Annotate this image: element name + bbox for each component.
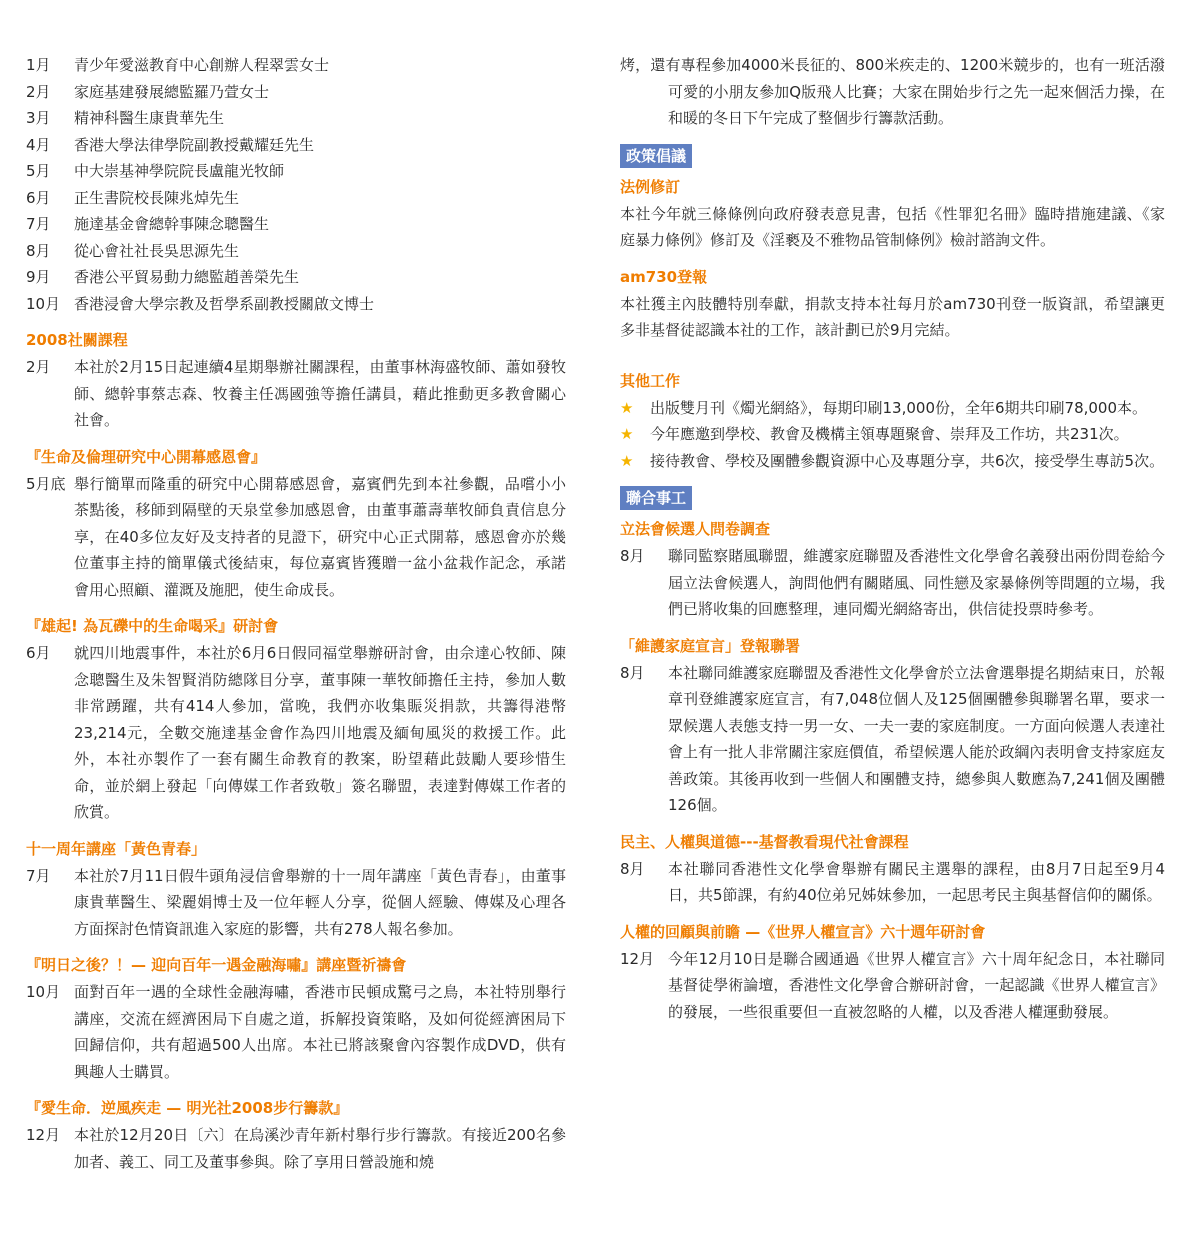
month-label: 5月: [26, 162, 51, 180]
section-text: 本社聯同香港性文化學會舉辦有關民主選舉的課程，由8月7日起至9月4日，共5節課，有約40位弟兄姊妹參加，一起思考民主與基督信仰的關係。: [668, 859, 1165, 904]
section-text: 本社於7月11日假牛頭角浸信會舉辦的十一周年講座「黃色青春」，由董事康貴華醫生、梁麗娟博士及一位年輕人分享，從個人經驗、傳媒及心理各方面探討色情資訊進入家庭的影響，共有278人報名參加。: [74, 866, 566, 938]
list-item: [620, 448, 1165, 475]
section-heading: 其他工作: [620, 371, 681, 390]
joint-human-rights-seminar: [620, 921, 1165, 1026]
section-text: 面對百年一遇的全球性金融海嘯，香港市民頓成驚弓之鳥，本社特別舉行講座，交流在經濟困局下自處之道，拆解投資策略，及如何從經濟困局下回歸信仰，共有超過500人出席。本社已將該聚會內容製作成DVD，供有興趣人士購買。: [74, 983, 566, 1081]
speaker-text: 施達基金會總幹事陳念聰醫生: [74, 215, 270, 233]
month-label: 4月: [26, 135, 51, 154]
speaker-text: 香港公平貿易動力總監趙善榮先生: [74, 268, 300, 286]
section-entry: [26, 354, 566, 434]
section-heading: 『生命及倫理研究中心開幕感恩會』: [26, 447, 267, 466]
list-item: [26, 105, 566, 132]
month-label: 12月: [26, 1126, 61, 1144]
speaker-list: [26, 52, 566, 317]
list-item: [620, 395, 1165, 422]
section-text: 本社於2月15日起連續4星期舉辦社關課程，由董事林海盛牧師、蕭如發牧師、總幹事蔡志森、牧養主任馮國強等擔任講員，藉此推動更多教會關心社會。: [74, 358, 566, 429]
continuation-text: 烤，還有專程參加4000米長征的、800米疾走的、1200米競步的，也有一班活潑可愛的小朋友參加Q版飛人比賽；大家在開始步行之先一起來個活力操，在和暖的冬日下午完成了整個步行籌款活動。: [620, 56, 1165, 127]
speaker-text: 精神科醫生康貴華先生: [74, 109, 225, 127]
section-heading: 『雄起! 為瓦礫中的生命喝采』研討會: [26, 617, 279, 635]
section-anniversary-talk: [26, 838, 566, 943]
month-label: 8月: [620, 859, 645, 878]
speaker-text: 青少年愛滋教育中心創辦人程翠雲女士: [74, 56, 330, 74]
section-heading: 法例修訂: [620, 177, 681, 196]
section-text: 本社今年就三條條例向政府發表意見書，包括《性罪犯名冊》臨時措施建議、《家庭暴力條例》修訂及《淫褻及不雅物品管制條例》檢討諮詢文件。: [620, 204, 1165, 249]
section-entry: [620, 946, 1165, 1026]
section-heading: 『愛生命．逆風疾走 — 明光社2008步行籌款』: [26, 1099, 349, 1117]
month-label: 12月: [620, 949, 655, 968]
joint-section-banner: 聯合事工: [620, 486, 692, 510]
month-label: 8月: [26, 241, 51, 260]
section-text: 就四川地震事件，本社於6月6日假同福堂舉辦研討會，由佘達心牧師、陳念聰醫生及朱智賢消防總隊目分享，董事陳一華牧師擔任主持，參加人數非常踴躍，共有414人參加，當晚，我們亦收集賑災捐款，共籌得港幣23,214元，全數交施達基金會作為四川地震及緬甸風災的救援工作。此外，本社亦製作了一套有關生命教育的教案，盼望藉此鼓勵人要珍惜生命，並於網上發起「向傳媒工作者致敬」簽名聯盟，表達對傳媒工作者的欣賞。: [74, 644, 566, 821]
speaker-text: 香港浸會大學宗教及哲學系副教授關啟文博士: [74, 294, 375, 313]
month-label: 6月: [26, 188, 51, 207]
speaker-text: 從心會社社長吳思源先生: [74, 241, 240, 260]
section-entry: [26, 471, 566, 604]
section-entry: [620, 660, 1165, 819]
item-text: 今年應邀到學校、教會及機構主領專題聚會、崇拜及工作坊，共231次。: [650, 425, 1129, 443]
month-label: 2月: [26, 358, 51, 376]
joint-legco-survey: [620, 518, 1165, 623]
speaker-text: 中大崇基神學院院長盧龍光牧師: [74, 162, 285, 180]
list-item: [620, 421, 1165, 448]
left-column: [26, 52, 566, 1175]
section-charity-walk: [26, 1097, 566, 1175]
section-entry: [26, 979, 566, 1085]
month-label: 6月: [26, 644, 51, 662]
section-text: 本社聯同維護家庭聯盟及香港性文化學會於立法會選舉提名期結束日，於報章刊登維護家庭宣言，有7,048位個人及125個團體參與聯署名單，要求一眾候選人表態支持一男一女、一夫一妻的家庭制度。一方面向候選人表達社會上有一批人非常關注家庭價值，希望候選人能於政綱內表明會支持家庭友善政策。其後再收到一些個人和團體支持，總參與人數應為7,241個及團體126個。: [668, 663, 1165, 814]
section-earthquake-seminar: [26, 615, 566, 826]
list-item: [26, 185, 566, 212]
section-heading: 2008社關課程: [26, 331, 128, 349]
month-label: 7月: [26, 866, 51, 885]
month-label: 8月: [620, 547, 645, 565]
policy-section-banner: 政策倡議: [620, 144, 692, 168]
star-bullet-icon: ★: [620, 425, 634, 443]
month-label: 3月: [26, 109, 51, 127]
month-label: 2月: [26, 82, 51, 101]
joint-family-declaration: [620, 635, 1165, 819]
section-heading: am730登報: [620, 267, 708, 286]
section-text: 本社獲主內肢體特別奉獻，捐款支持本社每月於am730刊登一版資訊，希望讓更多非基督徒認識本社的工作，該計劃已於9月完結。: [620, 294, 1165, 339]
section-heading: 立法會候選人問卷調查: [620, 520, 771, 538]
list-item: [26, 291, 566, 318]
star-bullet-icon: ★: [620, 451, 634, 470]
section-heading: 十一周年講座「黃色青春」: [26, 839, 207, 858]
section-social-course: [26, 329, 566, 434]
section-entry: [620, 543, 1165, 623]
section-text: 本社於12月20日〔六〕在烏溪沙青年新村舉行步行籌款。有接近200名參加者、義工、同工及董事參與。除了享用日營設施和燒: [74, 1126, 566, 1171]
section-text: 聯同監察賭風聯盟，維護家庭聯盟及香港性文化學會名義發出兩份問卷給今屆立法會候選人，詢問他們有關賭風、同性戀及家暴條例等問題的立場，我們已將收集的回應整理，連同燭光網絡寄出，供信徒投票時參考。: [668, 547, 1165, 618]
month-label: 8月: [620, 663, 645, 682]
policy-law-revision: [620, 176, 1165, 254]
star-bullet-icon: ★: [620, 398, 634, 417]
section-entry: [620, 856, 1165, 909]
list-item: [26, 79, 566, 106]
month-label: 1月: [26, 56, 51, 74]
section-heading: 「維護家庭宣言」登報聯署: [620, 636, 801, 655]
section-heading: 民主、人權與道德---基督教看現代社會課程: [620, 832, 909, 851]
month-label: 5月底: [26, 474, 66, 493]
spacer: [620, 344, 1165, 358]
list-item: [26, 264, 566, 291]
section-financial-tsunami-talk: [26, 954, 566, 1085]
section-entry: [26, 640, 566, 826]
list-item: [26, 211, 566, 238]
speaker-text: 家庭基建發展總監羅乃萱女士: [74, 82, 270, 101]
section-text: 舉行簡單而隆重的研究中心開幕感恩會，嘉賓們先到本社參觀，品嚐小小茶點後，移師到隔壁的天泉堂參加感恩會，由董事蕭壽華牧師負責信息分享，在40多位友好及支持者的見證下，研究中心正式開幕，感恩會亦於幾位董事主持的簡單儀式後結束，每位嘉賓皆獲贈一盆小盆栽作記念，承諾會用心照顧、灌溉及施肥，使生命成長。: [74, 474, 566, 599]
section-entry: [26, 863, 566, 943]
list-item: [26, 158, 566, 185]
month-label: 7月: [26, 215, 51, 233]
item-text: 出版雙月刊《燭光網絡》，每期印刷13,000份，全年6期共印刷78,000本。: [650, 398, 1148, 417]
speaker-text: 香港大學法律學院副教授戴耀廷先生: [74, 135, 315, 154]
policy-am730: [620, 266, 1165, 344]
joint-democracy-course: [620, 831, 1165, 909]
section-heading: 『明日之後？！— 迎向百年一遇金融海嘯』講座暨祈禱會: [26, 956, 407, 974]
month-label: 10月: [26, 983, 61, 1001]
right-column: [620, 52, 1165, 1025]
month-label: 9月: [26, 268, 51, 286]
section-entry: [26, 1122, 566, 1175]
list-item: [26, 52, 566, 79]
speaker-text: 正生書院校長陳兆焯先生: [74, 188, 240, 207]
continuation-paragraph: [620, 52, 1165, 132]
section-entry: [620, 291, 1165, 344]
other-work-section: [620, 370, 1165, 475]
section-research-centre-opening: [26, 446, 566, 604]
section-heading: 人權的回顧與前瞻 —《世界人權宣言》六十週年研討會: [620, 922, 986, 941]
item-text: 接待教會、學校及團體參觀資源中心及專題分享，共6次，接受學生專訪5次。: [650, 451, 1165, 470]
list-item: [26, 132, 566, 159]
section-entry: [620, 201, 1165, 254]
month-label: 10月: [26, 294, 61, 313]
list-item: [26, 238, 566, 265]
section-text: 今年12月10日是聯合國通過《世界人權宣言》六十周年紀念日，本社聯同基督徒學術論壇，香港性文化學會合辦研討會，一起認識《世界人權宣言》的發展，一些很重要但一直被忽略的人權，以及香港人權運動發展。: [668, 949, 1165, 1021]
